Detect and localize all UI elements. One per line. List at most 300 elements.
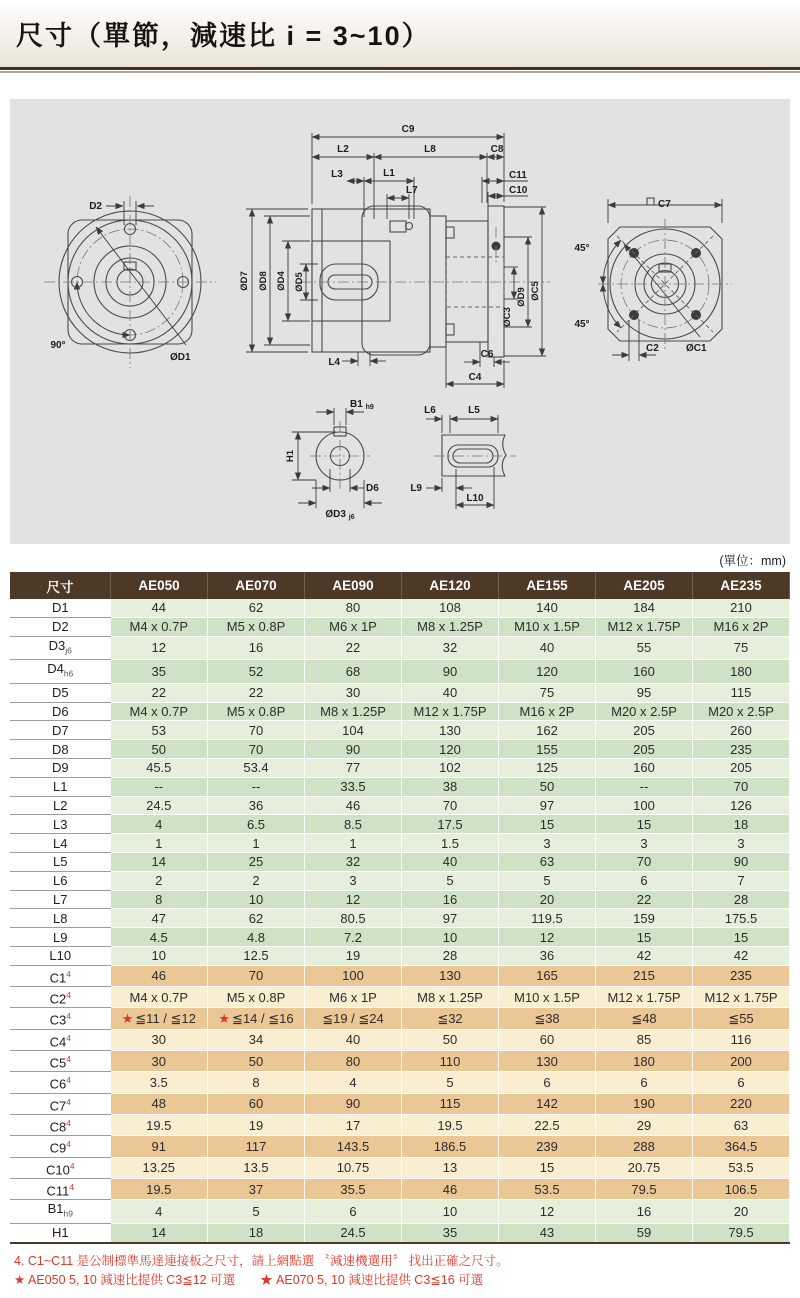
label-90deg: 90°: [50, 340, 66, 351]
dimension-value: 15: [499, 1157, 596, 1178]
column-header-model: AE120: [402, 572, 499, 599]
dimension-value: 7: [693, 871, 790, 890]
dimension-value: 47: [111, 909, 208, 928]
dimension-value: 50: [402, 1029, 499, 1050]
label-d6: D6: [366, 483, 379, 494]
dimension-value: 364.5: [693, 1136, 790, 1157]
dimension-value: 70: [208, 721, 305, 740]
label-c10: C10: [509, 185, 528, 196]
table-row: [10, 1072, 790, 1093]
dimension-value: 200: [693, 1051, 790, 1072]
dimension-value: 4.8: [208, 928, 305, 947]
dimension-value: 20: [499, 890, 596, 909]
dimension-value: 160: [596, 660, 693, 684]
label-d2: D2: [89, 201, 102, 212]
column-header-model: AE050: [111, 572, 208, 599]
dimension-value: 77: [305, 758, 402, 777]
dimension-value: 79.5: [596, 1179, 693, 1200]
footnotes: [14, 1252, 786, 1291]
table-row: [10, 1223, 790, 1242]
dimension-value: --: [208, 777, 305, 796]
dimension-value: M10 x 1.5P: [499, 987, 596, 1008]
dimension-value: ★ ≦11 / ≦12: [111, 1008, 208, 1029]
table-row: [10, 852, 790, 871]
dimension-value: M4 x 0.7P: [111, 617, 208, 636]
dimension-value: 90: [693, 852, 790, 871]
table-header: [10, 572, 790, 599]
dimension-value: 5: [402, 871, 499, 890]
dimension-value: 215: [596, 965, 693, 986]
dimension-value: 5: [208, 1200, 305, 1224]
dimension-value: 12: [499, 928, 596, 947]
dimension-value: 32: [402, 636, 499, 660]
dimension-value: 44: [111, 599, 208, 617]
label-d8: ØD8: [258, 271, 269, 291]
dimension-value: M16 x 2P: [499, 702, 596, 721]
dimension-value: 22: [596, 890, 693, 909]
title-divider: [0, 67, 800, 71]
label-c2: C2: [646, 343, 659, 354]
dimension-value: M6 x 1P: [305, 987, 402, 1008]
dimension-value: 68: [305, 660, 402, 684]
dimension-value: 36: [499, 946, 596, 965]
label-d1: ØD1: [170, 352, 191, 363]
dimension-value: 13.5: [208, 1157, 305, 1178]
dimension-value: 15: [693, 928, 790, 947]
label-c9: C9: [401, 124, 415, 135]
dimension-value: 220: [693, 1093, 790, 1114]
dimension-value: 12: [111, 636, 208, 660]
dimension-value: 160: [596, 758, 693, 777]
dimension-value: 50: [499, 777, 596, 796]
table-row: [10, 796, 790, 815]
row-label: D6: [10, 702, 111, 721]
dimension-value: 104: [305, 721, 402, 740]
dimension-value: 79.5: [693, 1223, 790, 1242]
dimension-value: 53.5: [693, 1157, 790, 1178]
row-label: D9: [10, 758, 111, 777]
dimension-value: 48: [111, 1093, 208, 1114]
label-l5: L5: [468, 405, 480, 416]
table-row: [10, 815, 790, 834]
table-row: [10, 1051, 790, 1072]
row-label: $C11^4$: [10, 1179, 111, 1200]
dimension-value: M5 x 0.8P: [208, 702, 305, 721]
dimension-value: 20: [693, 1200, 790, 1224]
dimension-value: 3: [499, 834, 596, 853]
table-row: [10, 777, 790, 796]
dimension-value: 100: [596, 796, 693, 815]
dimension-value: 60: [208, 1093, 305, 1114]
dimension-value: 32: [305, 852, 402, 871]
label-c5: ØC5: [530, 281, 541, 301]
footnote-1: 4. C1~C11 是公制標準馬達連接板之尺寸，請上網點選 〝減速機選用〞 找出正確之尺寸。: [14, 1253, 509, 1268]
dimension-value: 186.5: [402, 1136, 499, 1157]
dimension-value: 22: [111, 683, 208, 702]
dimension-value: 40: [305, 1029, 402, 1050]
dimension-value: M6 x 1P: [305, 617, 402, 636]
dimension-value: 3: [596, 834, 693, 853]
table-row: [10, 871, 790, 890]
dimension-value: M10 x 1.5P: [499, 617, 596, 636]
dimension-value: 3: [693, 834, 790, 853]
dimension-value: 18: [208, 1223, 305, 1242]
label-l4: L4: [328, 357, 340, 368]
dimension-value: 1: [111, 834, 208, 853]
dimension-value: 42: [596, 946, 693, 965]
dimension-value: 24.5: [111, 796, 208, 815]
dimension-value: 70: [208, 740, 305, 759]
dimension-value: 42: [693, 946, 790, 965]
label-c1: ØC1: [686, 343, 707, 354]
dimension-value: --: [111, 777, 208, 796]
dimension-value: 5: [402, 1072, 499, 1093]
dimension-value: 7.2: [305, 928, 402, 947]
dimension-value: 70: [208, 965, 305, 986]
row-label: L8: [10, 909, 111, 928]
table-row: [10, 928, 790, 947]
dimension-value: 16: [402, 890, 499, 909]
dimension-value: 3.5: [111, 1072, 208, 1093]
dimension-value: 90: [305, 740, 402, 759]
row-label: $C8^4$: [10, 1115, 111, 1136]
label-c11: C11: [509, 170, 527, 181]
label-d9: ØD9: [516, 287, 527, 307]
table-row: [10, 1029, 790, 1050]
dimension-value: 18: [693, 815, 790, 834]
dimension-value: 126: [693, 796, 790, 815]
label-l1: L1: [383, 168, 395, 179]
dimension-value: 288: [596, 1136, 693, 1157]
dimension-value: 75: [499, 683, 596, 702]
dimension-value: 63: [499, 852, 596, 871]
dimension-value: 24.5: [305, 1223, 402, 1242]
dimension-value: 63: [693, 1115, 790, 1136]
row-label: L4: [10, 834, 111, 853]
dimension-value: 29: [596, 1115, 693, 1136]
row-label: $D4_{h6}$: [10, 660, 111, 684]
dimension-value: 10: [402, 928, 499, 947]
dimension-value: ≦55: [693, 1008, 790, 1029]
label-l7: L7: [406, 185, 418, 196]
dimension-value: 28: [693, 890, 790, 909]
row-label: $C4^4$: [10, 1029, 111, 1050]
dimension-value: 1.5: [402, 834, 499, 853]
dimension-value: 90: [305, 1093, 402, 1114]
dimension-value: 80.5: [305, 909, 402, 928]
dimension-value: 12.5: [208, 946, 305, 965]
shaft-section-view: [285, 399, 382, 521]
dimension-value: 40: [402, 683, 499, 702]
dimension-value: 175.5: [693, 909, 790, 928]
dimension-value: 19: [305, 946, 402, 965]
dimension-value: 119.5: [499, 909, 596, 928]
dimension-value: 55: [596, 636, 693, 660]
dimension-value: 10: [402, 1200, 499, 1224]
row-label: $C6^4$: [10, 1072, 111, 1093]
dimension-value: ≦38: [499, 1008, 596, 1029]
dimension-value: 20.75: [596, 1157, 693, 1178]
dimension-value: 4.5: [111, 928, 208, 947]
label-b1: B1 $_{h9}$: [350, 399, 374, 411]
dimension-value: 3: [305, 871, 402, 890]
dimension-value: 59: [596, 1223, 693, 1242]
dimension-value: 4: [111, 815, 208, 834]
dimension-value: 37: [208, 1179, 305, 1200]
dimension-value: 130: [402, 965, 499, 986]
label-d3: ØD3 $_{j6}$: [325, 509, 355, 521]
dimension-value: 17: [305, 1115, 402, 1136]
column-header-dimension: 尺寸: [10, 572, 111, 599]
column-header-model: AE070: [208, 572, 305, 599]
table-row: [10, 636, 790, 660]
dimension-value: M8 x 1.25P: [402, 617, 499, 636]
label-c6: C6: [480, 349, 494, 360]
dimension-value: 22: [208, 683, 305, 702]
dimension-value: 4: [111, 1200, 208, 1224]
label-d7: ØD7: [239, 271, 250, 291]
dimension-value: M4 x 0.7P: [111, 987, 208, 1008]
dimension-value: 165: [499, 965, 596, 986]
row-label: D1: [10, 599, 111, 617]
dimension-value: 97: [402, 909, 499, 928]
dimension-value: M12 x 1.75P: [596, 617, 693, 636]
dimension-value: 110: [402, 1051, 499, 1072]
table-row: [10, 987, 790, 1008]
row-label: $B1_{h9}$: [10, 1200, 111, 1224]
label-c8: C8: [490, 144, 504, 155]
table-row: [10, 1008, 790, 1029]
keyway-view: [410, 405, 516, 509]
row-label: L1: [10, 777, 111, 796]
label-h1: H1: [285, 449, 296, 463]
dimension-value: 100: [305, 965, 402, 986]
table-row: [10, 890, 790, 909]
label-l10: L10: [466, 493, 484, 504]
dimension-value: 46: [402, 1179, 499, 1200]
dimension-value: 10: [208, 890, 305, 909]
dimension-value: 2: [111, 871, 208, 890]
dimension-value: 60: [499, 1029, 596, 1050]
footnote-2: ★ AE050 5, 10 減速比提供 C3≦12 可選 ★ AE070 5, 10 減速比提供 C3≦16 可選: [14, 1273, 484, 1288]
label-45deg-upper: 45°: [574, 243, 590, 254]
dimension-value: 14: [111, 852, 208, 871]
dimension-value: M12 x 1.75P: [596, 987, 693, 1008]
dimension-value: 70: [402, 796, 499, 815]
dimension-value: 13.25: [111, 1157, 208, 1178]
table-body: [10, 599, 790, 1243]
dimension-value: 125: [499, 758, 596, 777]
page-title: 尺寸（單節，減速比 i = 3~10）: [16, 21, 431, 51]
table-row: [10, 599, 790, 617]
row-label: L6: [10, 871, 111, 890]
table-row: [10, 1157, 790, 1178]
dimension-value: 13: [402, 1157, 499, 1178]
table-row: [10, 1115, 790, 1136]
dimension-value: 130: [499, 1051, 596, 1072]
dimension-value: 6: [596, 1072, 693, 1093]
dimension-value: 53: [111, 721, 208, 740]
label-d4: ØD4: [276, 271, 287, 291]
row-label: L10: [10, 946, 111, 965]
dimension-value: 12: [499, 1200, 596, 1224]
column-header-model: AE205: [596, 572, 693, 599]
column-header-model: AE235: [693, 572, 790, 599]
dimension-value: 43: [499, 1223, 596, 1242]
dimension-value: 190: [596, 1093, 693, 1114]
dimension-value: 120: [499, 660, 596, 684]
dimension-value: 4: [305, 1072, 402, 1093]
dimension-value: 36: [208, 796, 305, 815]
dimension-value: 70: [693, 777, 790, 796]
dimension-value: 116: [693, 1029, 790, 1050]
dimension-value: 19.5: [111, 1115, 208, 1136]
row-label: D8: [10, 740, 111, 759]
dimension-value: 142: [499, 1093, 596, 1114]
dimension-value: 95: [596, 683, 693, 702]
table-row: [10, 1093, 790, 1114]
row-label: $C3^4$: [10, 1008, 111, 1029]
table-row: [10, 1179, 790, 1200]
dimension-value: 117: [208, 1136, 305, 1157]
dimension-value: 180: [596, 1051, 693, 1072]
label-l6: L6: [424, 405, 436, 416]
table-row: [10, 617, 790, 636]
table-row: [10, 946, 790, 965]
dimension-value: 30: [111, 1051, 208, 1072]
front-view: [44, 196, 216, 368]
dimension-value: 1: [208, 834, 305, 853]
dimension-value: 8: [111, 890, 208, 909]
dimension-value: M12 x 1.75P: [693, 987, 790, 1008]
dimension-value: 260: [693, 721, 790, 740]
row-label: L7: [10, 890, 111, 909]
dimension-value: 15: [596, 928, 693, 947]
dimension-value: M12 x 1.75P: [402, 702, 499, 721]
row-label: $C2^4$: [10, 987, 111, 1008]
dimension-value: --: [596, 777, 693, 796]
dimension-value: 162: [499, 721, 596, 740]
dimension-value: ★ ≦14 / ≦16: [208, 1008, 305, 1029]
label-l3: L3: [331, 169, 343, 180]
table-row: [10, 740, 790, 759]
dimension-value: 6: [693, 1072, 790, 1093]
dimension-value: 46: [111, 965, 208, 986]
dimension-value: 184: [596, 599, 693, 617]
dimension-value: 16: [208, 636, 305, 660]
dimension-value: M4 x 0.7P: [111, 702, 208, 721]
dimension-value: 19.5: [402, 1115, 499, 1136]
dimension-value: 22.5: [499, 1115, 596, 1136]
table-row: [10, 758, 790, 777]
dimension-value: 205: [596, 740, 693, 759]
row-label: L3: [10, 815, 111, 834]
dimension-value: 10.75: [305, 1157, 402, 1178]
dimension-value: 10: [111, 946, 208, 965]
dimensions-table: [10, 572, 790, 1244]
dimension-value: M5 x 0.8P: [208, 987, 305, 1008]
dimension-value: 35.5: [305, 1179, 402, 1200]
dimension-value: ≦48: [596, 1008, 693, 1029]
dimension-value: 143.5: [305, 1136, 402, 1157]
dimension-value: 235: [693, 740, 790, 759]
dimension-value: 22: [305, 636, 402, 660]
dimension-value: 52: [208, 660, 305, 684]
dimension-value: 19: [208, 1115, 305, 1136]
row-label: $C5^4$: [10, 1051, 111, 1072]
dimension-value: 50: [208, 1051, 305, 1072]
dimension-value: 6.5: [208, 815, 305, 834]
dimension-value: 46: [305, 796, 402, 815]
dimension-value: 91: [111, 1136, 208, 1157]
table-row: [10, 1136, 790, 1157]
dimension-value: 28: [402, 946, 499, 965]
dimension-value: 35: [111, 660, 208, 684]
dimension-value: 97: [499, 796, 596, 815]
dimension-value: ≦19 / ≦24: [305, 1008, 402, 1029]
dimension-value: M5 x 0.8P: [208, 617, 305, 636]
row-label: L5: [10, 852, 111, 871]
dimension-value: M20 x 2.5P: [596, 702, 693, 721]
label-c3: ØC3: [502, 307, 513, 327]
label-c4: C4: [468, 372, 482, 383]
dimension-value: 38: [402, 777, 499, 796]
table-row: [10, 721, 790, 740]
dimension-value: 120: [402, 740, 499, 759]
column-header-model: AE090: [305, 572, 402, 599]
dimension-value: 14: [111, 1223, 208, 1242]
dimension-value: 50: [111, 740, 208, 759]
row-label: L9: [10, 928, 111, 947]
row-label: H1: [10, 1223, 111, 1242]
dimension-value: 239: [499, 1136, 596, 1157]
dimension-value: 19.5: [111, 1179, 208, 1200]
dimension-value: 6: [499, 1072, 596, 1093]
table-row: [10, 834, 790, 853]
column-header-model: AE155: [499, 572, 596, 599]
label-l2: L2: [337, 144, 349, 155]
dimension-value: 25: [208, 852, 305, 871]
label-c7: C7: [658, 199, 671, 210]
drawing-panel: [10, 99, 790, 544]
label-l9: L9: [410, 483, 422, 494]
dimension-value: 75: [693, 636, 790, 660]
dimension-value: 30: [111, 1029, 208, 1050]
dimension-value: 180: [693, 660, 790, 684]
dimension-value: 2: [208, 871, 305, 890]
dimension-value: 115: [693, 683, 790, 702]
row-label: $C10^4$: [10, 1157, 111, 1178]
table-row: [10, 1200, 790, 1224]
dimension-value: 30: [305, 683, 402, 702]
rear-view: [574, 198, 732, 361]
dimension-value: 115: [402, 1093, 499, 1114]
dimension-value: 140: [499, 599, 596, 617]
dimension-value: M16 x 2P: [693, 617, 790, 636]
label-45deg-lower: 45°: [574, 319, 590, 330]
dimension-value: 235: [693, 965, 790, 986]
dimension-value: 8.5: [305, 815, 402, 834]
dimension-value: 34: [208, 1029, 305, 1050]
dimension-value: 6: [305, 1200, 402, 1224]
row-label: D7: [10, 721, 111, 740]
dimension-value: 102: [402, 758, 499, 777]
dimension-value: 62: [208, 909, 305, 928]
dimension-value: 85: [596, 1029, 693, 1050]
table-row: [10, 909, 790, 928]
dimension-value: 108: [402, 599, 499, 617]
dimension-value: 210: [693, 599, 790, 617]
